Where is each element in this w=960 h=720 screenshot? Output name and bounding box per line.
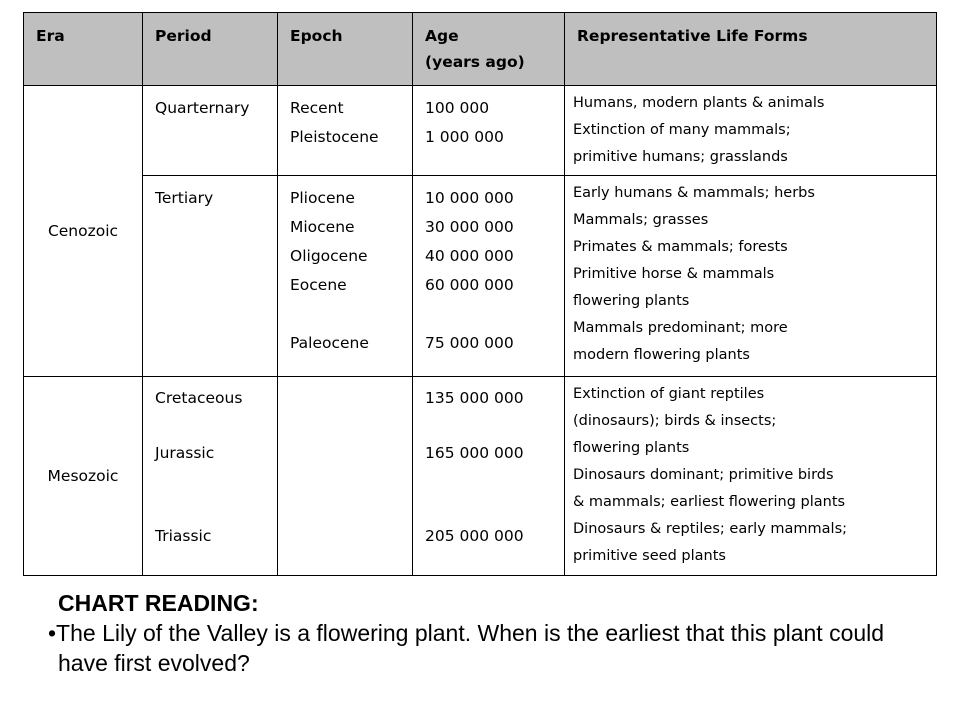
age-cell: 100 000 1 000 000	[413, 86, 565, 176]
header-age: Age (years ago)	[413, 13, 565, 86]
era-label: Cenozoic	[47, 222, 119, 240]
period-cell: Tertiary	[143, 176, 278, 377]
era-cell-cenozoic	[24, 86, 143, 377]
life-forms-cell: Humans, modern plants & animals Extinction of many mammals; primitive humans; grasslands	[565, 86, 937, 176]
header-epoch: Epoch	[278, 13, 413, 86]
caption-question: •The Lily of the Valley is a flowering plant. When is the earliest that this plant could have first evolved?	[48, 620, 885, 676]
caption-title: CHART READING:	[58, 590, 259, 616]
geologic-time-table	[23, 12, 937, 576]
table-header-row	[24, 13, 937, 86]
epoch-cell: Recent Pleistocene	[278, 86, 413, 176]
epoch-cell	[278, 377, 413, 576]
table-row	[24, 176, 937, 377]
table-row	[24, 377, 937, 576]
table-row	[24, 86, 937, 176]
age-cell: 135 000 000 165 000 000 205 000 000	[413, 377, 565, 576]
chart-reading-caption	[48, 588, 938, 678]
era-cell-mesozoic	[24, 377, 143, 576]
header-life-forms: Representative Life Forms	[565, 13, 937, 86]
epoch-cell: Pliocene Miocene Oligocene Eocene Paleocene	[278, 176, 413, 377]
life-forms-cell: Early humans & mammals; herbs Mammals; grasses Primates & mammals; forests Primitive horse & mammals flowering plants Mammals predominant; more modern flowering plants	[565, 176, 937, 377]
header-period: Period	[143, 13, 278, 86]
header-era: Era	[24, 13, 143, 86]
period-cell: Quarternary	[143, 86, 278, 176]
period-cell: Cretaceous Jurassic Triassic	[143, 377, 278, 576]
geologic-time-table-container	[23, 12, 936, 575]
life-forms-cell: Extinction of giant reptiles (dinosaurs); birds & insects; flowering plants Dinosaurs dominant; primitive birds & mammals; earliest flowering plants Dinosaurs & reptiles; early mammals; primitive seed plants	[565, 377, 937, 576]
age-cell: 10 000 000 30 000 000 40 000 000 60 000 000 75 000 000	[413, 176, 565, 377]
era-label: Mesozoic	[47, 467, 119, 485]
